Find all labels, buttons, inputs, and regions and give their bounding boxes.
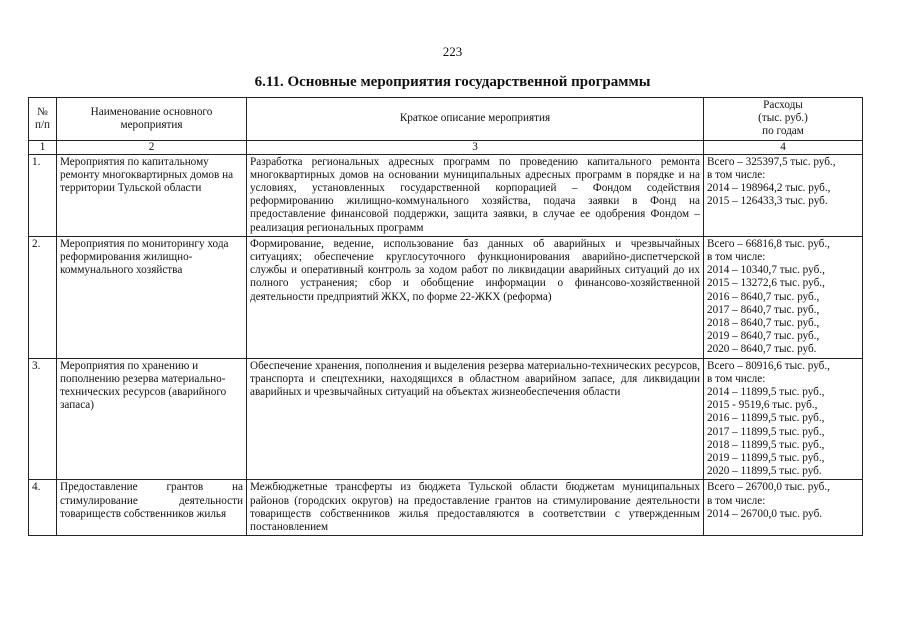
row-name: Мероприятия по хранению и пополнению резерва материально-технических ресурсов (аварийного запаса) [57,358,247,480]
column-number: 2 [57,140,247,154]
row-expenses: Всего – 26700,0 тыс. руб., в том числе: 2014 – 26700,0 тыс. руб. [704,480,863,536]
row-name: Мероприятия по капитальному ремонту многоквартирных домов на территории Тульской области [57,154,247,236]
row-expenses: Всего – 80916,6 тыс. руб., в том числе: 2014 – 11899,5 тыс. руб., 2015 - 9519,6 тыс. руб., 2016 – 11899,5 тыс. руб., 2017 – 11899,5 тыс. руб., 2018 – 11899,5 тыс. руб., 2019 – 11899,5 тыс. руб., 2020 – 11899,5 тыс. руб. [704,358,863,480]
column-number: 4 [704,140,863,154]
row-description: Межбюджетные трансферты из бюджета Тульской области бюджетам муниципальных районов (городских округов) на предоставление грантов на стимулирование деятельности товариществ собственников жилья предоставляются в соответствии с утвержденным постановлением [247,480,704,536]
column-number: 3 [247,140,704,154]
table-row [29,480,863,536]
row-expenses: Всего – 66816,8 тыс. руб., в том числе: 2014 – 10340,7 тыс. руб., 2015 – 13272,6 тыс. руб., 2016 – 8640,7 тыс. руб., 2017 – 8640,7 тыс. руб., 2018 – 8640,7 тыс. руб., 2019 – 8640,7 тыс. руб., 2020 – 8640,7 тыс. руб. [704,236,863,358]
row-num: 4. [29,480,57,536]
table-header-row [29,98,863,141]
row-expenses: Всего – 325397,5 тыс. руб., в том числе: 2014 – 198964,2 тыс. руб., 2015 – 126433,3 тыс. руб. [704,154,863,236]
column-number: 1 [29,140,57,154]
row-name: Предоставление грантов на стимулирование деятельности товариществ собственников жилья [57,480,247,536]
header-expenses: Расходы (тыс. руб.) по годам [704,98,863,141]
header-name: Наименование основного мероприятия [57,98,247,141]
page-number: 223 [442,44,463,59]
section-title: 6.11. Основные мероприятия государственной программы [254,74,651,90]
row-description: Разработка региональных адресных программ по проведению капитального ремонта многоквартирных домов на основании муниципальных адресных программ в порядке и на условиях, установленных государственной корпорацией – Фондом содействия реформированию жилищно-коммунального хозяйства, подача заявки в Фонд на предоставление финансовой поддержки, защита заявки, в случае ее одобрения Фондом – реализация региональных программ [247,154,704,236]
row-num: 2. [29,236,57,358]
row-name: Мероприятия по мониторингу хода реформирования жилищно-коммунального хозяйства [57,236,247,358]
row-num: 3. [29,358,57,480]
table-row [29,358,863,480]
row-description: Обеспечение хранения, пополнения и выделения резерва материально-технических ресурсов, транспорта и спецтехники, находящихся в областном аварийном запасе, для ликвидации аварийных и чрезвычайных ситуаций на объектах жизнеобеспечения области [247,358,704,480]
table-row [29,236,863,358]
column-number-row [29,140,863,154]
header-num: № п/п [29,98,57,141]
header-description: Краткое описание мероприятия [247,98,704,141]
table-row [29,154,863,236]
row-num: 1. [29,154,57,236]
row-description: Формирование, ведение, использование баз данных об аварийных и чрезвычайных ситуациях; обеспечение круглосуточного функционирования аварийно-диспетчерской службы и оперативный контроль за ходом работ по ликвидации аварийных ситуаций до их полного устранения; сбор и обобщение информации о финансово-хозяйственной деятельности предприятий ЖКХ, по форме 22-ЖКХ (реформа) [247,236,704,358]
measures-table [28,97,863,536]
